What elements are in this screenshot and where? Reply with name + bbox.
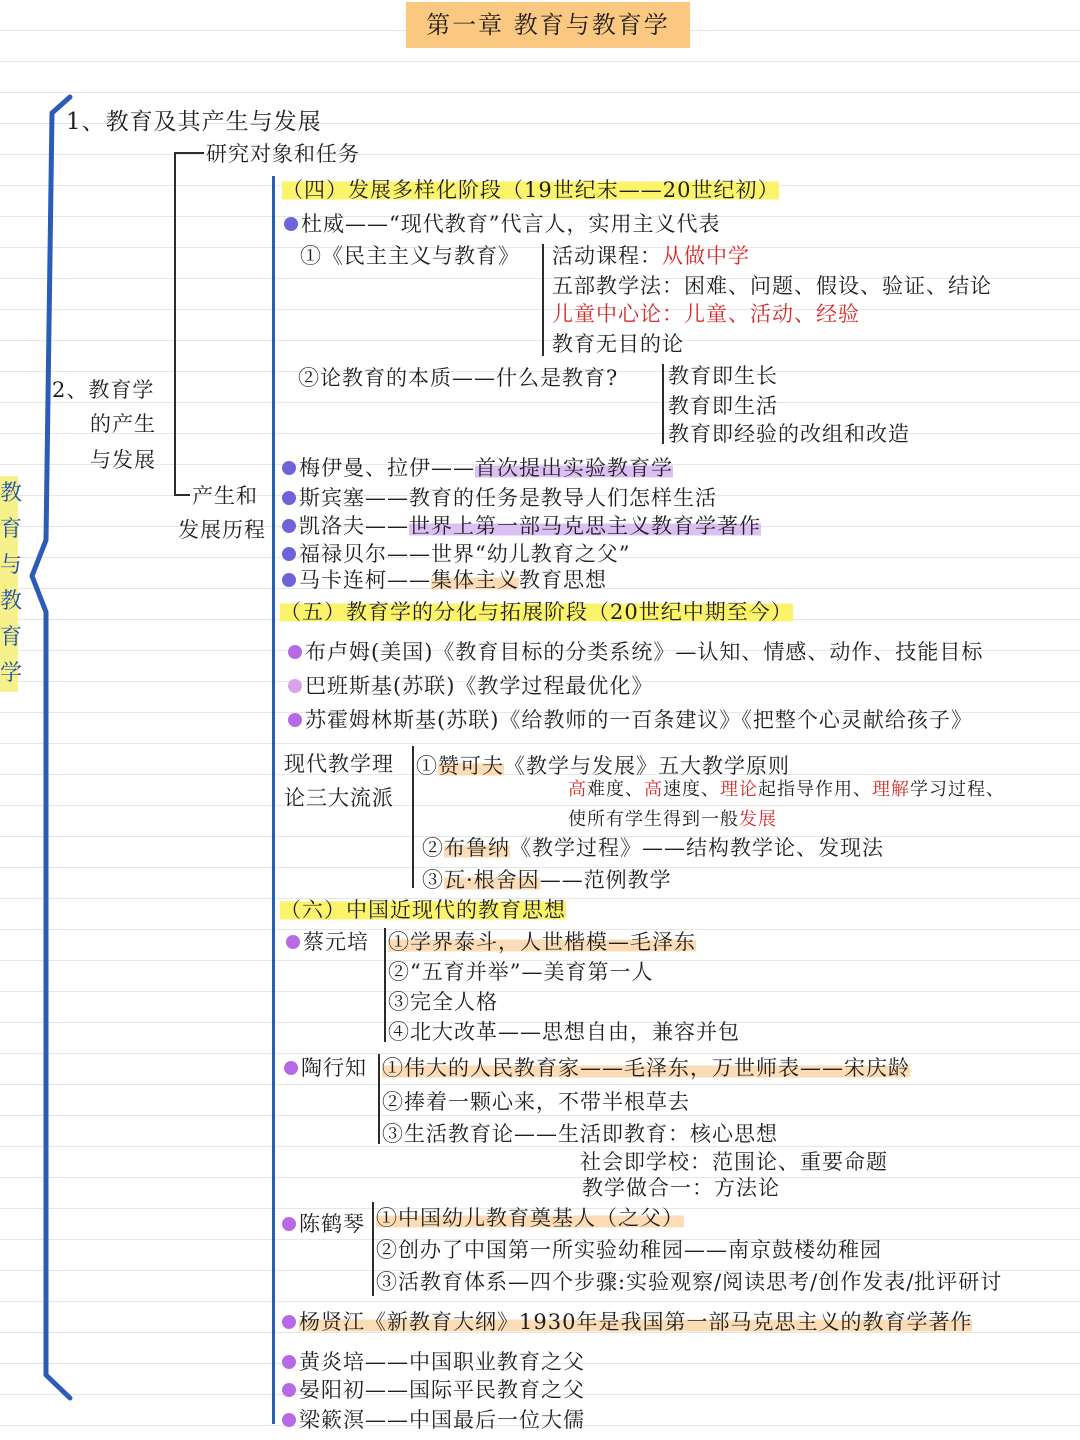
history-vertical-line <box>272 176 275 1424</box>
history-label: 产生和 <box>192 484 258 508</box>
bullet-dot <box>286 935 300 949</box>
bullet-dot <box>282 1217 296 1231</box>
tao-item: ①伟大的人民教育家——毛泽东，万世师表——宋庆龄 <box>382 1056 910 1080</box>
babansky-row: 巴班斯基(苏联)《教学过程最优化》 <box>288 672 653 700</box>
chen-item: ③活教育体系—四个步骤:实验观察/阅读思考/创作发表/批评研讨 <box>376 1270 1003 1294</box>
modern-theory-label-line2: 论三大流派 <box>284 786 394 810</box>
essence-bracket <box>662 364 664 444</box>
dewey-book: ①《民主主义与教育》 <box>300 244 520 268</box>
section-1-heading: 1、教育及其产生与发展 <box>66 109 322 135</box>
section-2-bracket <box>174 152 176 496</box>
side-label-column <box>0 476 23 692</box>
research-object-label: 研究对象和任务 <box>206 142 360 166</box>
essence-item: 教育即生活 <box>668 394 778 418</box>
history-label-line2: 发展历程 <box>178 518 266 542</box>
tao-name: 陶行知 <box>284 1054 367 1082</box>
bullet-dot <box>282 1413 296 1427</box>
cai-item: ①学界泰斗，人世楷模—毛泽东 <box>388 930 696 954</box>
chen-bracket <box>372 1202 374 1296</box>
side-char: 教 <box>0 589 23 614</box>
kairov-row: 凯洛夫——世界上第一部马克思主义教育学著作 <box>282 512 761 540</box>
bullet-dot <box>282 1383 296 1397</box>
section-2-heading-line2: 的产生 <box>90 412 156 436</box>
side-char: 育 <box>0 625 23 650</box>
bullet-dot <box>282 491 296 505</box>
side-char: 学 <box>0 661 23 686</box>
bloom-row: 布卢姆(美国)《教育目标的分类系统》—认知、情感、动作、技能目标 <box>288 638 983 666</box>
bullet-dot <box>288 713 302 727</box>
bullet-dot <box>284 1061 298 1075</box>
dewey-activity-course: 活动课程：从做中学 <box>552 244 750 268</box>
dewey-essence: ②论教育的本质——什么是教育? <box>298 366 619 390</box>
stage-5-heading: （五）教育学的分化与拓展阶段（20世纪中期至今） <box>280 600 793 624</box>
tao-item: ③生活教育论——生活即教育：核心思想 <box>382 1122 778 1146</box>
bullet-dot <box>282 1315 296 1329</box>
modern-theory-bracket <box>412 746 414 888</box>
cai-bracket <box>384 928 386 1042</box>
bruner-row: ②布鲁纳《教学过程》——结构教学论、发现法 <box>422 836 884 860</box>
makarenko-row: 马卡连柯——集体主义教育思想 <box>282 566 607 594</box>
tao-item: ②捧着一颗心来，不带半根草去 <box>382 1090 690 1114</box>
stage-6-heading: （六）中国近现代的教育思想 <box>280 898 566 922</box>
zankov-principles: 高难度、高速度、理论起指导作用、理解学习过程、 <box>568 779 1005 800</box>
bracket-tick <box>174 152 204 154</box>
bullet-dot <box>282 461 296 475</box>
yang-row: 杨贤江《新教育大纲》1930年是我国第一部马克思主义的教育学著作 <box>282 1308 972 1336</box>
left-brace <box>0 0 80 1440</box>
chen-item: ②创办了中国第一所实验幼稚园——南京鼓楼幼稚园 <box>376 1238 882 1262</box>
liang-row: 梁簌溟——中国最后一位大儒 <box>282 1406 585 1434</box>
page-title: 第一章 教育与教育学 <box>406 2 690 48</box>
dewey-row: 杜威——“现代教育”代言人，实用主义代表 <box>284 210 720 238</box>
section-2-heading-line3: 与发展 <box>90 448 156 472</box>
bullet-dot <box>284 217 298 231</box>
bullet-dot <box>288 679 302 693</box>
stage-4-heading: （四）发展多样化阶段（19世纪末——20世纪初） <box>282 178 780 202</box>
yan-row: 晏阳初——国际平民教育之父 <box>282 1376 585 1404</box>
tao-item-sub: 社会即学校：范围论、重要命题 <box>580 1150 888 1174</box>
huang-row: 黄炎培——中国职业教育之父 <box>282 1348 585 1376</box>
side-char: 教 <box>0 481 23 506</box>
modern-theory-label: 现代教学理 <box>284 752 394 776</box>
bracket-tick <box>174 494 190 496</box>
zankov-row: ①赞可夫《教学与发展》五大教学原则 <box>416 754 790 778</box>
dewey-child-centered: 儿童中心论：儿童、活动、经验 <box>552 302 860 326</box>
cai-name: 蔡元培 <box>286 928 369 956</box>
sukhomlinsky-row: 苏霍姆林斯基(苏联)《给教师的一百条建议》《把整个心灵献给孩子》 <box>288 706 973 734</box>
cai-item: ②“五育并举”—美育第一人 <box>388 960 654 984</box>
dewey-no-aim: 教育无目的论 <box>552 332 684 356</box>
dewey-bracket <box>542 244 544 356</box>
bullet-dot <box>282 1355 296 1369</box>
essence-item: 教育即经验的改组和改造 <box>668 422 910 446</box>
chen-item: ①中国幼儿教育奠基人（之父） <box>376 1206 684 1230</box>
bullet-dot <box>282 573 296 587</box>
froebel-row: 福禄贝尔——世界“幼儿教育之父” <box>282 540 630 568</box>
cai-item: ④北大改革——思想自由，兼容并包 <box>388 1020 740 1044</box>
chen-name: 陈鹤琴 <box>282 1210 365 1238</box>
bullet-dot <box>282 547 296 561</box>
bullet-dot <box>282 519 296 533</box>
dewey-five-step: 五部教学法：困难、问题、假设、验证、结论 <box>552 274 992 298</box>
wagenschein-row: ③瓦·根舍因——范例教学 <box>422 868 672 892</box>
side-char: 育 <box>0 517 23 542</box>
bullet-dot <box>288 645 302 659</box>
meumann-row: 梅伊曼、拉伊——首次提出实验教育学 <box>282 454 673 482</box>
side-char: 与 <box>0 553 23 578</box>
spencer-row: 斯宾塞——教育的任务是教导人们怎样生活 <box>282 484 717 512</box>
zankov-principles-line2: 使所有学生得到一般发展 <box>568 809 777 830</box>
tao-bracket <box>378 1054 380 1144</box>
tao-item-sub: 教学做合一：方法论 <box>582 1176 780 1200</box>
essence-item: 教育即生长 <box>668 364 778 388</box>
section-2-heading: 2、教育学 <box>52 378 155 402</box>
cai-item: ③完全人格 <box>388 990 498 1014</box>
